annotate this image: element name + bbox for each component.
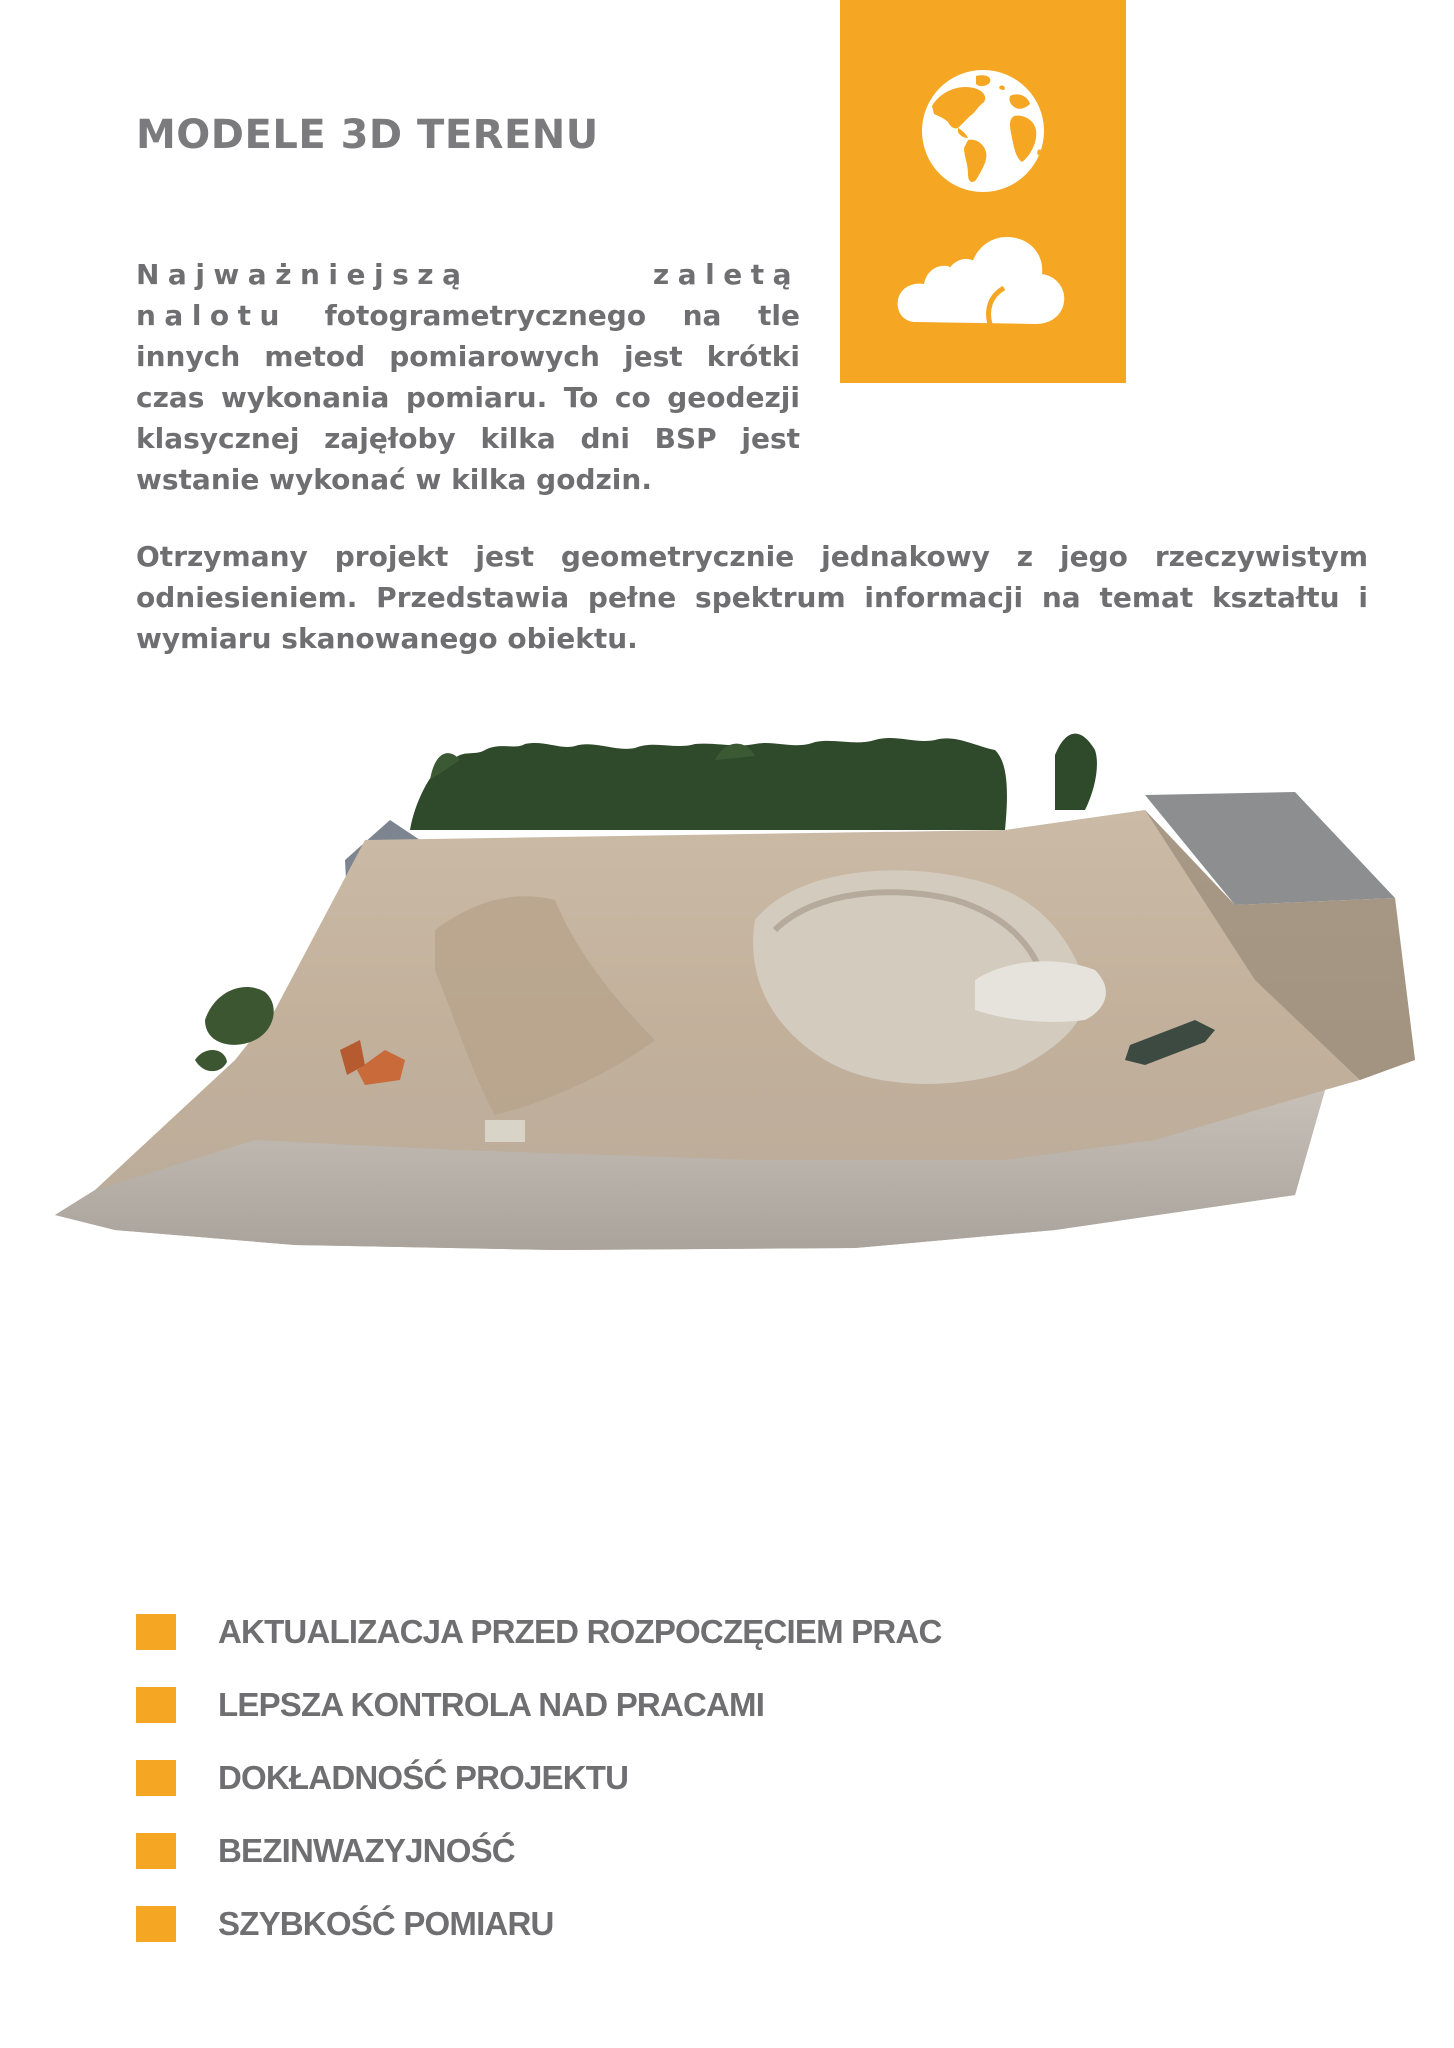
truck [485,1120,525,1142]
feature-list [136,1595,941,1960]
bullet-square-icon [136,1906,176,1942]
feature-label: AKTUALIZACJA PRZED ROZPOCZĘCIEM PRAC [218,1612,942,1650]
terrain-3d-model [55,720,1454,1260]
feature-label: LEPSZA KONTROLA NAD PRACAMI [218,1685,765,1723]
treeline [410,734,1097,830]
globe-icon [918,66,1048,196]
list-item [136,1595,941,1668]
feature-label: BEZINWAZYJNOŚĆ [218,1831,515,1869]
bullet-square-icon [136,1760,176,1796]
page-title: MODELE 3D TERENU [136,112,599,158]
list-item [136,1814,941,1887]
bullet-square-icon [136,1687,176,1723]
list-item [136,1887,941,1960]
bullet-square-icon [136,1833,176,1869]
intro-rest: fotogrametrycznego na tle innych metod pomiarowych jest krótki czas wykonania pomiaru. To co geodezji klasycznej zajęłoby kilka dni BSP jest wstanie wykonać w kilka godzin. [136,299,800,496]
feature-label: SZYBKOŚĆ POMIARU [218,1904,554,1942]
feature-label: DOKŁADNOŚĆ PROJEKTU [218,1758,629,1796]
intro-paragraph [136,254,800,500]
icon-panel [840,0,1126,383]
list-item [136,1741,941,1814]
cloud-icon [894,230,1070,330]
intro-first-line: Najważniejszą zaletą nalotu [136,258,800,332]
body-paragraph: Otrzymany projekt jest geometrycznie jednakowy z jego rzeczywistym odniesieniem. Przedstawia pełne spektrum informacji na temat kształtu i wymiaru skanowanego obiektu. [136,540,1368,655]
list-item [136,1668,941,1741]
bullet-square-icon [136,1614,176,1650]
